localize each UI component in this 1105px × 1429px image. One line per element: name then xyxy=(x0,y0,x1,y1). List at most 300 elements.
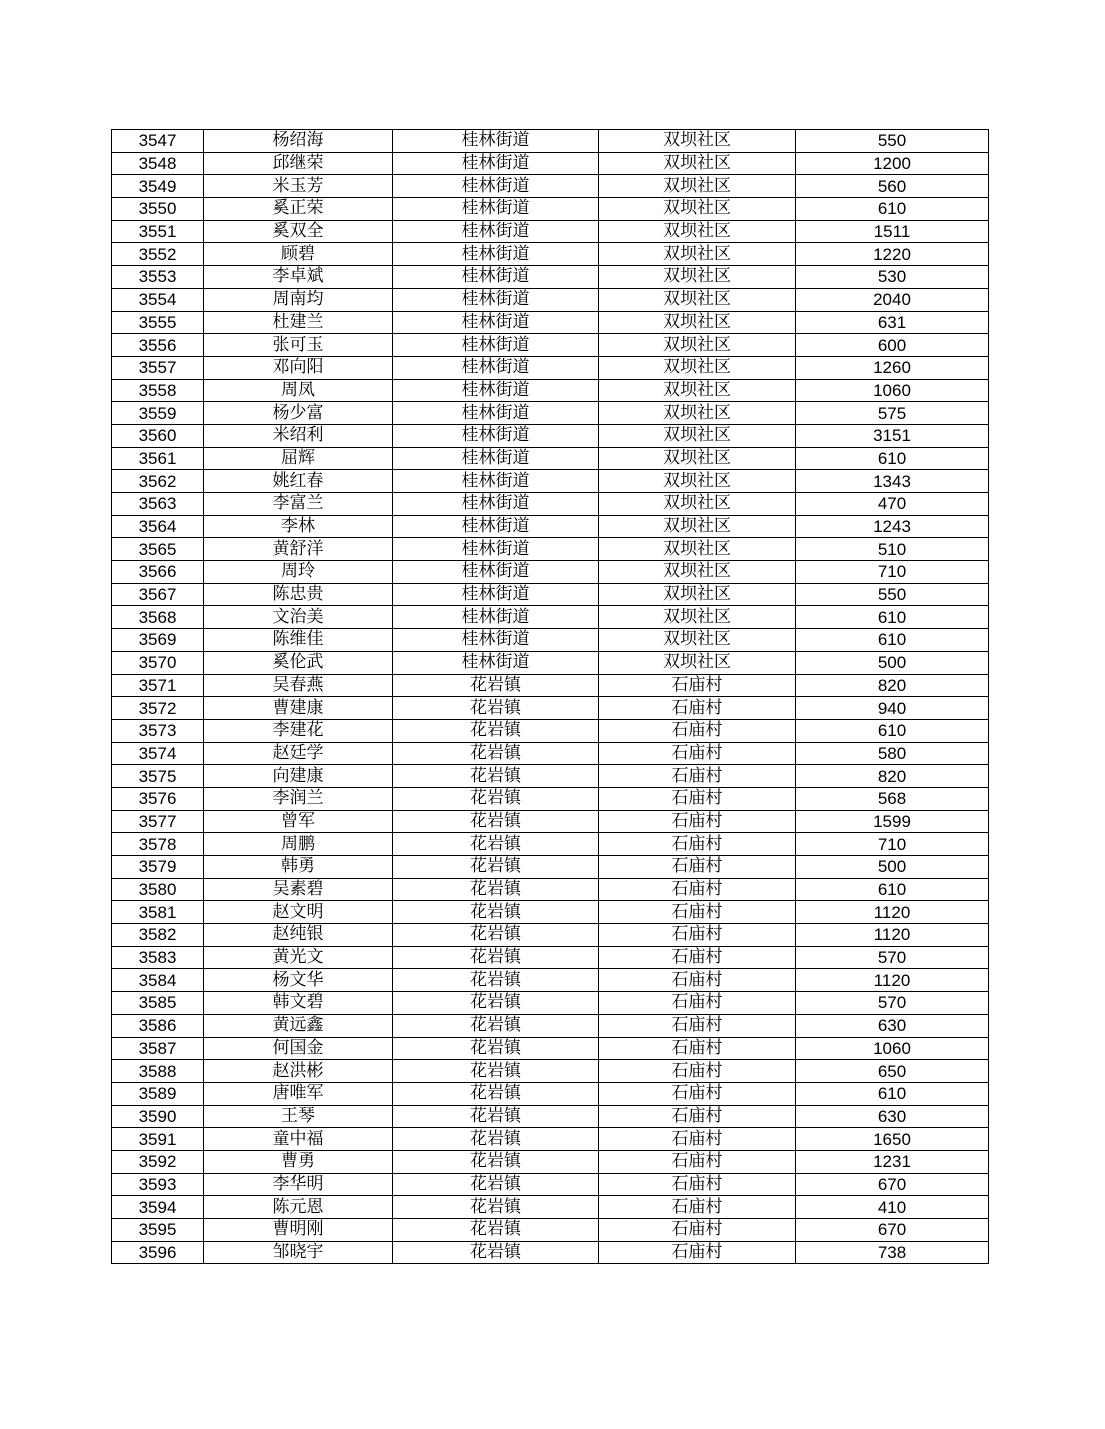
table-row xyxy=(112,583,989,606)
amount-cell: 670 xyxy=(796,1219,989,1242)
row-number-cell: 3593 xyxy=(112,1173,204,1196)
table-row xyxy=(112,1241,989,1264)
name-cell: 韩勇 xyxy=(204,856,393,879)
row-number-cell: 3558 xyxy=(112,379,204,402)
name-cell: 唐唯军 xyxy=(204,1082,393,1105)
table-row xyxy=(112,969,989,992)
village-cell: 石庙村 xyxy=(599,719,796,742)
town-cell: 花岩镇 xyxy=(393,1082,599,1105)
town-cell: 花岩镇 xyxy=(393,765,599,788)
town-cell: 花岩镇 xyxy=(393,810,599,833)
row-number-cell: 3564 xyxy=(112,515,204,538)
village-cell: 双坝社区 xyxy=(599,402,796,425)
village-cell: 石庙村 xyxy=(599,1060,796,1083)
village-cell: 双坝社区 xyxy=(599,243,796,266)
village-cell: 石庙村 xyxy=(599,787,796,810)
row-number-cell: 3590 xyxy=(112,1105,204,1128)
table-row xyxy=(112,1105,989,1128)
row-number-cell: 3549 xyxy=(112,175,204,198)
amount-cell: 610 xyxy=(796,198,989,221)
amount-cell: 1060 xyxy=(796,1037,989,1060)
town-cell: 桂林街道 xyxy=(393,356,599,379)
town-cell: 桂林街道 xyxy=(393,130,599,153)
table-row xyxy=(112,402,989,425)
name-cell: 陈元恩 xyxy=(204,1196,393,1219)
name-cell: 周南均 xyxy=(204,288,393,311)
row-number-cell: 3570 xyxy=(112,651,204,674)
town-cell: 桂林街道 xyxy=(393,243,599,266)
town-cell: 桂林街道 xyxy=(393,175,599,198)
amount-cell: 670 xyxy=(796,1173,989,1196)
row-number-cell: 3555 xyxy=(112,311,204,334)
name-cell: 杨少富 xyxy=(204,402,393,425)
name-cell: 吴素碧 xyxy=(204,878,393,901)
table-row xyxy=(112,787,989,810)
amount-cell: 1260 xyxy=(796,356,989,379)
town-cell: 桂林街道 xyxy=(393,493,599,516)
amount-cell: 1231 xyxy=(796,1150,989,1173)
town-cell: 桂林街道 xyxy=(393,424,599,447)
amount-cell: 570 xyxy=(796,992,989,1015)
row-number-cell: 3560 xyxy=(112,424,204,447)
name-cell: 曹建康 xyxy=(204,697,393,720)
village-cell: 石庙村 xyxy=(599,1082,796,1105)
row-number-cell: 3578 xyxy=(112,833,204,856)
name-cell: 赵洪彬 xyxy=(204,1060,393,1083)
row-number-cell: 3588 xyxy=(112,1060,204,1083)
name-cell: 向建康 xyxy=(204,765,393,788)
village-cell: 双坝社区 xyxy=(599,152,796,175)
amount-cell: 3151 xyxy=(796,424,989,447)
amount-cell: 610 xyxy=(796,719,989,742)
town-cell: 花岩镇 xyxy=(393,674,599,697)
town-cell: 花岩镇 xyxy=(393,1219,599,1242)
row-number-cell: 3547 xyxy=(112,130,204,153)
amount-cell: 738 xyxy=(796,1241,989,1264)
amount-cell: 510 xyxy=(796,538,989,561)
village-cell: 双坝社区 xyxy=(599,651,796,674)
town-cell: 花岩镇 xyxy=(393,992,599,1015)
town-cell: 花岩镇 xyxy=(393,1060,599,1083)
table-row xyxy=(112,674,989,697)
row-number-cell: 3589 xyxy=(112,1082,204,1105)
row-number-cell: 3552 xyxy=(112,243,204,266)
amount-cell: 1599 xyxy=(796,810,989,833)
name-cell: 屈辉 xyxy=(204,447,393,470)
name-cell: 赵纯银 xyxy=(204,924,393,947)
row-number-cell: 3573 xyxy=(112,719,204,742)
table-row xyxy=(112,765,989,788)
name-cell: 周玲 xyxy=(204,561,393,584)
name-cell: 邓向阳 xyxy=(204,356,393,379)
village-cell: 石庙村 xyxy=(599,1037,796,1060)
town-cell: 花岩镇 xyxy=(393,856,599,879)
table-row xyxy=(112,447,989,470)
amount-cell: 550 xyxy=(796,583,989,606)
village-cell: 双坝社区 xyxy=(599,538,796,561)
table-row xyxy=(112,833,989,856)
row-number-cell: 3557 xyxy=(112,356,204,379)
village-cell: 双坝社区 xyxy=(599,493,796,516)
table-row xyxy=(112,606,989,629)
row-number-cell: 3594 xyxy=(112,1196,204,1219)
village-cell: 双坝社区 xyxy=(599,266,796,289)
town-cell: 桂林街道 xyxy=(393,198,599,221)
row-number-cell: 3580 xyxy=(112,878,204,901)
village-cell: 石庙村 xyxy=(599,1173,796,1196)
town-cell: 桂林街道 xyxy=(393,152,599,175)
town-cell: 花岩镇 xyxy=(393,1196,599,1219)
name-cell: 米玉芳 xyxy=(204,175,393,198)
town-cell: 桂林街道 xyxy=(393,402,599,425)
table-row xyxy=(112,1150,989,1173)
name-cell: 李林 xyxy=(204,515,393,538)
table-row xyxy=(112,719,989,742)
village-cell: 石庙村 xyxy=(599,1150,796,1173)
name-cell: 姚红春 xyxy=(204,470,393,493)
table-body xyxy=(112,130,989,1264)
name-cell: 黄远鑫 xyxy=(204,1014,393,1037)
row-number-cell: 3550 xyxy=(112,198,204,221)
amount-cell: 1650 xyxy=(796,1128,989,1151)
name-cell: 何国金 xyxy=(204,1037,393,1060)
amount-cell: 568 xyxy=(796,787,989,810)
row-number-cell: 3548 xyxy=(112,152,204,175)
village-cell: 石庙村 xyxy=(599,833,796,856)
village-cell: 双坝社区 xyxy=(599,447,796,470)
town-cell: 花岩镇 xyxy=(393,1173,599,1196)
table-row xyxy=(112,651,989,674)
town-cell: 花岩镇 xyxy=(393,833,599,856)
name-cell: 李润兰 xyxy=(204,787,393,810)
name-cell: 李华明 xyxy=(204,1173,393,1196)
town-cell: 桂林街道 xyxy=(393,606,599,629)
table-row xyxy=(112,175,989,198)
amount-cell: 500 xyxy=(796,856,989,879)
town-cell: 花岩镇 xyxy=(393,878,599,901)
village-cell: 石庙村 xyxy=(599,697,796,720)
town-cell: 花岩镇 xyxy=(393,697,599,720)
village-cell: 石庙村 xyxy=(599,878,796,901)
row-number-cell: 3559 xyxy=(112,402,204,425)
table-row xyxy=(112,856,989,879)
row-number-cell: 3582 xyxy=(112,924,204,947)
row-number-cell: 3569 xyxy=(112,629,204,652)
table-row xyxy=(112,1082,989,1105)
amount-cell: 1343 xyxy=(796,470,989,493)
amount-cell: 530 xyxy=(796,266,989,289)
village-cell: 双坝社区 xyxy=(599,356,796,379)
town-cell: 花岩镇 xyxy=(393,924,599,947)
village-cell: 石庙村 xyxy=(599,674,796,697)
name-cell: 米绍利 xyxy=(204,424,393,447)
table-row xyxy=(112,515,989,538)
village-cell: 双坝社区 xyxy=(599,379,796,402)
town-cell: 花岩镇 xyxy=(393,946,599,969)
village-cell: 石庙村 xyxy=(599,924,796,947)
town-cell: 桂林街道 xyxy=(393,561,599,584)
amount-cell: 650 xyxy=(796,1060,989,1083)
table-row xyxy=(112,1173,989,1196)
town-cell: 桂林街道 xyxy=(393,515,599,538)
row-number-cell: 3568 xyxy=(112,606,204,629)
row-number-cell: 3566 xyxy=(112,561,204,584)
village-cell: 石庙村 xyxy=(599,1196,796,1219)
table-row xyxy=(112,198,989,221)
name-cell: 曹明刚 xyxy=(204,1219,393,1242)
row-number-cell: 3556 xyxy=(112,334,204,357)
amount-cell: 1120 xyxy=(796,969,989,992)
village-cell: 石庙村 xyxy=(599,765,796,788)
table-row xyxy=(112,493,989,516)
table-row xyxy=(112,152,989,175)
table-row xyxy=(112,742,989,765)
amount-cell: 820 xyxy=(796,674,989,697)
village-cell: 双坝社区 xyxy=(599,220,796,243)
row-number-cell: 3579 xyxy=(112,856,204,879)
amount-cell: 575 xyxy=(796,402,989,425)
amount-cell: 710 xyxy=(796,561,989,584)
town-cell: 花岩镇 xyxy=(393,901,599,924)
amount-cell: 550 xyxy=(796,130,989,153)
village-cell: 双坝社区 xyxy=(599,334,796,357)
row-number-cell: 3567 xyxy=(112,583,204,606)
village-cell: 石庙村 xyxy=(599,810,796,833)
name-cell: 周鹏 xyxy=(204,833,393,856)
name-cell: 黄舒洋 xyxy=(204,538,393,561)
table-row xyxy=(112,334,989,357)
amount-cell: 500 xyxy=(796,651,989,674)
amount-cell: 1220 xyxy=(796,243,989,266)
table-row xyxy=(112,470,989,493)
row-number-cell: 3551 xyxy=(112,220,204,243)
table-row xyxy=(112,1128,989,1151)
name-cell: 杨绍海 xyxy=(204,130,393,153)
table-row xyxy=(112,1060,989,1083)
table-row xyxy=(112,1196,989,1219)
table-row xyxy=(112,243,989,266)
name-cell: 曹勇 xyxy=(204,1150,393,1173)
row-number-cell: 3575 xyxy=(112,765,204,788)
row-number-cell: 3576 xyxy=(112,787,204,810)
town-cell: 桂林街道 xyxy=(393,583,599,606)
row-number-cell: 3596 xyxy=(112,1241,204,1264)
town-cell: 花岩镇 xyxy=(393,1128,599,1151)
village-cell: 石庙村 xyxy=(599,1128,796,1151)
amount-cell: 580 xyxy=(796,742,989,765)
row-number-cell: 3571 xyxy=(112,674,204,697)
table-row xyxy=(112,288,989,311)
name-cell: 黄光文 xyxy=(204,946,393,969)
table-row xyxy=(112,1219,989,1242)
table-row xyxy=(112,424,989,447)
amount-cell: 940 xyxy=(796,697,989,720)
name-cell: 韩文碧 xyxy=(204,992,393,1015)
table-row xyxy=(112,924,989,947)
village-cell: 石庙村 xyxy=(599,1014,796,1037)
name-cell: 奚伦武 xyxy=(204,651,393,674)
table-row xyxy=(112,901,989,924)
table-row xyxy=(112,356,989,379)
table-row xyxy=(112,810,989,833)
town-cell: 花岩镇 xyxy=(393,742,599,765)
town-cell: 桂林街道 xyxy=(393,288,599,311)
name-cell: 赵文明 xyxy=(204,901,393,924)
row-number-cell: 3581 xyxy=(112,901,204,924)
town-cell: 桂林街道 xyxy=(393,220,599,243)
town-cell: 桂林街道 xyxy=(393,538,599,561)
town-cell: 花岩镇 xyxy=(393,1037,599,1060)
row-number-cell: 3562 xyxy=(112,470,204,493)
row-number-cell: 3591 xyxy=(112,1128,204,1151)
amount-cell: 610 xyxy=(796,629,989,652)
name-cell: 王琴 xyxy=(204,1105,393,1128)
village-cell: 双坝社区 xyxy=(599,515,796,538)
town-cell: 桂林街道 xyxy=(393,379,599,402)
table-row xyxy=(112,697,989,720)
town-cell: 花岩镇 xyxy=(393,1014,599,1037)
town-cell: 花岩镇 xyxy=(393,1241,599,1264)
amount-cell: 630 xyxy=(796,1014,989,1037)
row-number-cell: 3577 xyxy=(112,810,204,833)
amount-cell: 1511 xyxy=(796,220,989,243)
village-cell: 石庙村 xyxy=(599,901,796,924)
amount-cell: 560 xyxy=(796,175,989,198)
name-cell: 杨文华 xyxy=(204,969,393,992)
table-row xyxy=(112,629,989,652)
village-cell: 双坝社区 xyxy=(599,424,796,447)
amount-cell: 470 xyxy=(796,493,989,516)
table-row xyxy=(112,946,989,969)
row-number-cell: 3584 xyxy=(112,969,204,992)
amount-cell: 630 xyxy=(796,1105,989,1128)
name-cell: 杜建兰 xyxy=(204,311,393,334)
amount-cell: 610 xyxy=(796,1082,989,1105)
village-cell: 石庙村 xyxy=(599,1105,796,1128)
row-number-cell: 3595 xyxy=(112,1219,204,1242)
row-number-cell: 3565 xyxy=(112,538,204,561)
table-row xyxy=(112,538,989,561)
table-row xyxy=(112,266,989,289)
row-number-cell: 3585 xyxy=(112,992,204,1015)
amount-cell: 631 xyxy=(796,311,989,334)
table-row xyxy=(112,311,989,334)
amount-cell: 610 xyxy=(796,447,989,470)
town-cell: 花岩镇 xyxy=(393,719,599,742)
town-cell: 桂林街道 xyxy=(393,311,599,334)
town-cell: 花岩镇 xyxy=(393,787,599,810)
amount-cell: 600 xyxy=(796,334,989,357)
row-number-cell: 3572 xyxy=(112,697,204,720)
amount-cell: 410 xyxy=(796,1196,989,1219)
amount-cell: 820 xyxy=(796,765,989,788)
row-number-cell: 3574 xyxy=(112,742,204,765)
village-cell: 双坝社区 xyxy=(599,288,796,311)
town-cell: 桂林街道 xyxy=(393,334,599,357)
table-row xyxy=(112,992,989,1015)
row-number-cell: 3563 xyxy=(112,493,204,516)
town-cell: 桂林街道 xyxy=(393,629,599,652)
village-cell: 石庙村 xyxy=(599,969,796,992)
amount-cell: 610 xyxy=(796,606,989,629)
village-cell: 石庙村 xyxy=(599,1219,796,1242)
name-cell: 奚双全 xyxy=(204,220,393,243)
row-number-cell: 3592 xyxy=(112,1150,204,1173)
table-row xyxy=(112,130,989,153)
village-cell: 双坝社区 xyxy=(599,561,796,584)
village-cell: 石庙村 xyxy=(599,1241,796,1264)
village-cell: 石庙村 xyxy=(599,856,796,879)
village-cell: 石庙村 xyxy=(599,742,796,765)
name-cell: 周凤 xyxy=(204,379,393,402)
name-cell: 顾碧 xyxy=(204,243,393,266)
name-cell: 陈忠贵 xyxy=(204,583,393,606)
table-row xyxy=(112,878,989,901)
table-row xyxy=(112,1037,989,1060)
village-cell: 双坝社区 xyxy=(599,606,796,629)
amount-cell: 2040 xyxy=(796,288,989,311)
table-row xyxy=(112,379,989,402)
village-cell: 石庙村 xyxy=(599,946,796,969)
name-cell: 曾军 xyxy=(204,810,393,833)
table-row xyxy=(112,1014,989,1037)
village-cell: 双坝社区 xyxy=(599,629,796,652)
amount-cell: 1120 xyxy=(796,924,989,947)
village-cell: 双坝社区 xyxy=(599,470,796,493)
name-cell: 文治美 xyxy=(204,606,393,629)
row-number-cell: 3561 xyxy=(112,447,204,470)
row-number-cell: 3554 xyxy=(112,288,204,311)
village-cell: 双坝社区 xyxy=(599,311,796,334)
village-cell: 双坝社区 xyxy=(599,130,796,153)
name-cell: 邱继荣 xyxy=(204,152,393,175)
amount-cell: 1060 xyxy=(796,379,989,402)
name-cell: 奚正荣 xyxy=(204,198,393,221)
amount-cell: 570 xyxy=(796,946,989,969)
name-cell: 赵廷学 xyxy=(204,742,393,765)
amount-cell: 1200 xyxy=(796,152,989,175)
town-cell: 花岩镇 xyxy=(393,969,599,992)
amount-cell: 1120 xyxy=(796,901,989,924)
name-cell: 李卓斌 xyxy=(204,266,393,289)
village-cell: 石庙村 xyxy=(599,992,796,1015)
name-cell: 张可玉 xyxy=(204,334,393,357)
village-cell: 双坝社区 xyxy=(599,583,796,606)
town-cell: 花岩镇 xyxy=(393,1105,599,1128)
town-cell: 桂林街道 xyxy=(393,651,599,674)
name-cell: 李富兰 xyxy=(204,493,393,516)
table-row xyxy=(112,561,989,584)
village-cell: 双坝社区 xyxy=(599,175,796,198)
table-row xyxy=(112,220,989,243)
town-cell: 花岩镇 xyxy=(393,1150,599,1173)
town-cell: 桂林街道 xyxy=(393,266,599,289)
village-cell: 双坝社区 xyxy=(599,198,796,221)
amount-cell: 610 xyxy=(796,878,989,901)
town-cell: 桂林街道 xyxy=(393,447,599,470)
town-cell: 桂林街道 xyxy=(393,470,599,493)
row-number-cell: 3587 xyxy=(112,1037,204,1060)
name-cell: 童中福 xyxy=(204,1128,393,1151)
row-number-cell: 3586 xyxy=(112,1014,204,1037)
row-number-cell: 3553 xyxy=(112,266,204,289)
name-cell: 陈维佳 xyxy=(204,629,393,652)
name-cell: 吴春燕 xyxy=(204,674,393,697)
data-table xyxy=(111,129,989,1264)
amount-cell: 710 xyxy=(796,833,989,856)
row-number-cell: 3583 xyxy=(112,946,204,969)
name-cell: 李建花 xyxy=(204,719,393,742)
